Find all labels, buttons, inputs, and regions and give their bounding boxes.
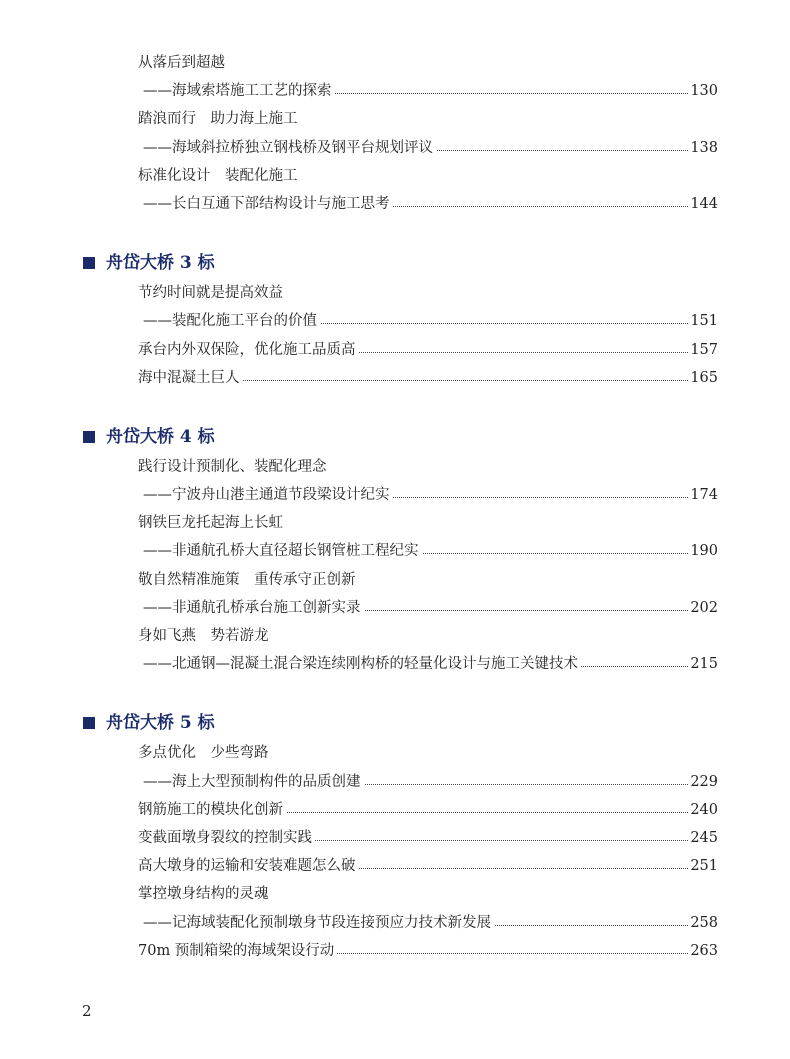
- section-heading: [0, 423, 790, 451]
- entry-title: 变截面墩身裂纹的控制实践: [138, 824, 315, 852]
- toc-entry[interactable]: [0, 824, 790, 852]
- entry-page-number: 251: [688, 852, 718, 880]
- square-bullet-icon: [83, 431, 95, 443]
- entry-page-number: 151: [688, 307, 718, 335]
- entry-title: ——北通钢—混凝土混合梁连续刚构桥的轻量化设计与施工关键技术: [143, 650, 581, 678]
- toc-subtitle-entry[interactable]: [0, 134, 790, 162]
- entry-title: ——记海域装配化预制墩身节段连接预应力技术新发展: [143, 909, 494, 937]
- toc-entry[interactable]: [0, 336, 790, 364]
- entry-title: 掌控墩身结构的灵魂: [138, 880, 272, 908]
- toc-entry[interactable]: [0, 880, 790, 908]
- entry-page-number: 144: [688, 190, 718, 218]
- toc-subtitle-entry[interactable]: [0, 650, 790, 678]
- entry-title: ——非通航孔桥大直径超长钢管桩工程纪实: [143, 537, 422, 565]
- toc-entry[interactable]: [0, 162, 790, 190]
- entry-page-number: 229: [688, 768, 718, 796]
- entry-title: ——装配化施工平台的价值: [143, 307, 320, 335]
- entry-title: ——海域索塔施工工艺的探索: [143, 77, 335, 105]
- section-heading-text: 舟岱大桥 5 标: [106, 713, 215, 734]
- toc-section: [0, 49, 790, 218]
- entry-page-number: 258: [688, 909, 718, 937]
- toc-section: [0, 709, 790, 965]
- entry-title: 践行设计预制化、装配化理念: [138, 453, 330, 481]
- entry-title: 多点优化 少些弯路: [138, 739, 272, 767]
- entry-page-number: 245: [688, 824, 718, 852]
- entry-title: ——海域斜拉桥独立钢栈桥及钢平台规划评议: [143, 134, 436, 162]
- toc-subtitle-entry[interactable]: [0, 594, 790, 622]
- entry-title: 钢铁巨龙托起海上长虹: [138, 509, 286, 537]
- toc-entry[interactable]: [0, 105, 790, 133]
- toc-subtitle-entry[interactable]: [0, 768, 790, 796]
- entry-title: 踏浪而行 助力海上施工: [138, 105, 301, 133]
- toc-entry[interactable]: [0, 622, 790, 650]
- entry-title: 从落后到超越: [138, 49, 228, 77]
- entry-page-number: 240: [688, 796, 718, 824]
- page-number: 2: [82, 1002, 92, 1020]
- entry-page-number: 130: [688, 77, 718, 105]
- toc-subtitle-entry[interactable]: [0, 909, 790, 937]
- entry-title: ——宁波舟山港主通道节段梁设计纪实: [143, 481, 393, 509]
- toc-entry[interactable]: [0, 279, 790, 307]
- entry-title: ——非通航孔桥承台施工创新实录: [143, 594, 364, 622]
- toc-entry[interactable]: [0, 739, 790, 767]
- entry-page-number: 174: [688, 481, 718, 509]
- entry-title: 敬自然精准施策 重传承守正创新: [138, 566, 359, 594]
- section-heading: [0, 709, 790, 737]
- toc-entry[interactable]: [0, 509, 790, 537]
- entry-title: 标准化设计 装配化施工: [138, 162, 301, 190]
- toc-entry[interactable]: [0, 796, 790, 824]
- entry-page-number: 215: [688, 650, 718, 678]
- entry-title: ——长白互通下部结构设计与施工思考: [143, 190, 393, 218]
- entry-title: 承台内外双保险，优化施工品质高: [138, 336, 359, 364]
- section-heading: [0, 249, 790, 277]
- entry-title: 70m 预制箱梁的海域架设行动: [138, 937, 337, 965]
- toc-subtitle-entry[interactable]: [0, 77, 790, 105]
- entry-page-number: 165: [688, 364, 718, 392]
- toc-section: [0, 249, 790, 392]
- section-heading-text: 舟岱大桥 4 标: [106, 426, 215, 447]
- entry-page-number: 263: [688, 937, 718, 965]
- toc-entry[interactable]: [0, 49, 790, 77]
- table-of-contents: [0, 49, 790, 996]
- entry-title: 高大墩身的运输和安装难题怎么破: [138, 852, 359, 880]
- toc-subtitle-entry[interactable]: [0, 307, 790, 335]
- entry-title: ——海上大型预制构件的品质创建: [143, 768, 364, 796]
- toc-entry[interactable]: [0, 453, 790, 481]
- square-bullet-icon: [83, 717, 95, 729]
- section-heading-text: 舟岱大桥 3 标: [106, 253, 215, 274]
- entry-title: 钢筋施工的模块化创新: [138, 796, 286, 824]
- toc-subtitle-entry[interactable]: [0, 190, 790, 218]
- entry-page-number: 138: [688, 134, 718, 162]
- entry-title: 身如飞燕 势若游龙: [138, 622, 272, 650]
- entry-page-number: 202: [688, 594, 718, 622]
- toc-subtitle-entry[interactable]: [0, 537, 790, 565]
- entry-page-number: 157: [688, 336, 718, 364]
- toc-subtitle-entry[interactable]: [0, 481, 790, 509]
- toc-section: [0, 423, 790, 679]
- toc-entry[interactable]: [0, 852, 790, 880]
- entry-page-number: 190: [688, 537, 718, 565]
- entry-title: 海中混凝土巨人: [138, 364, 243, 392]
- toc-entry[interactable]: [0, 937, 790, 965]
- toc-entry[interactable]: [0, 566, 790, 594]
- square-bullet-icon: [83, 257, 95, 269]
- toc-entry[interactable]: [0, 364, 790, 392]
- entry-title: 节约时间就是提高效益: [138, 279, 286, 307]
